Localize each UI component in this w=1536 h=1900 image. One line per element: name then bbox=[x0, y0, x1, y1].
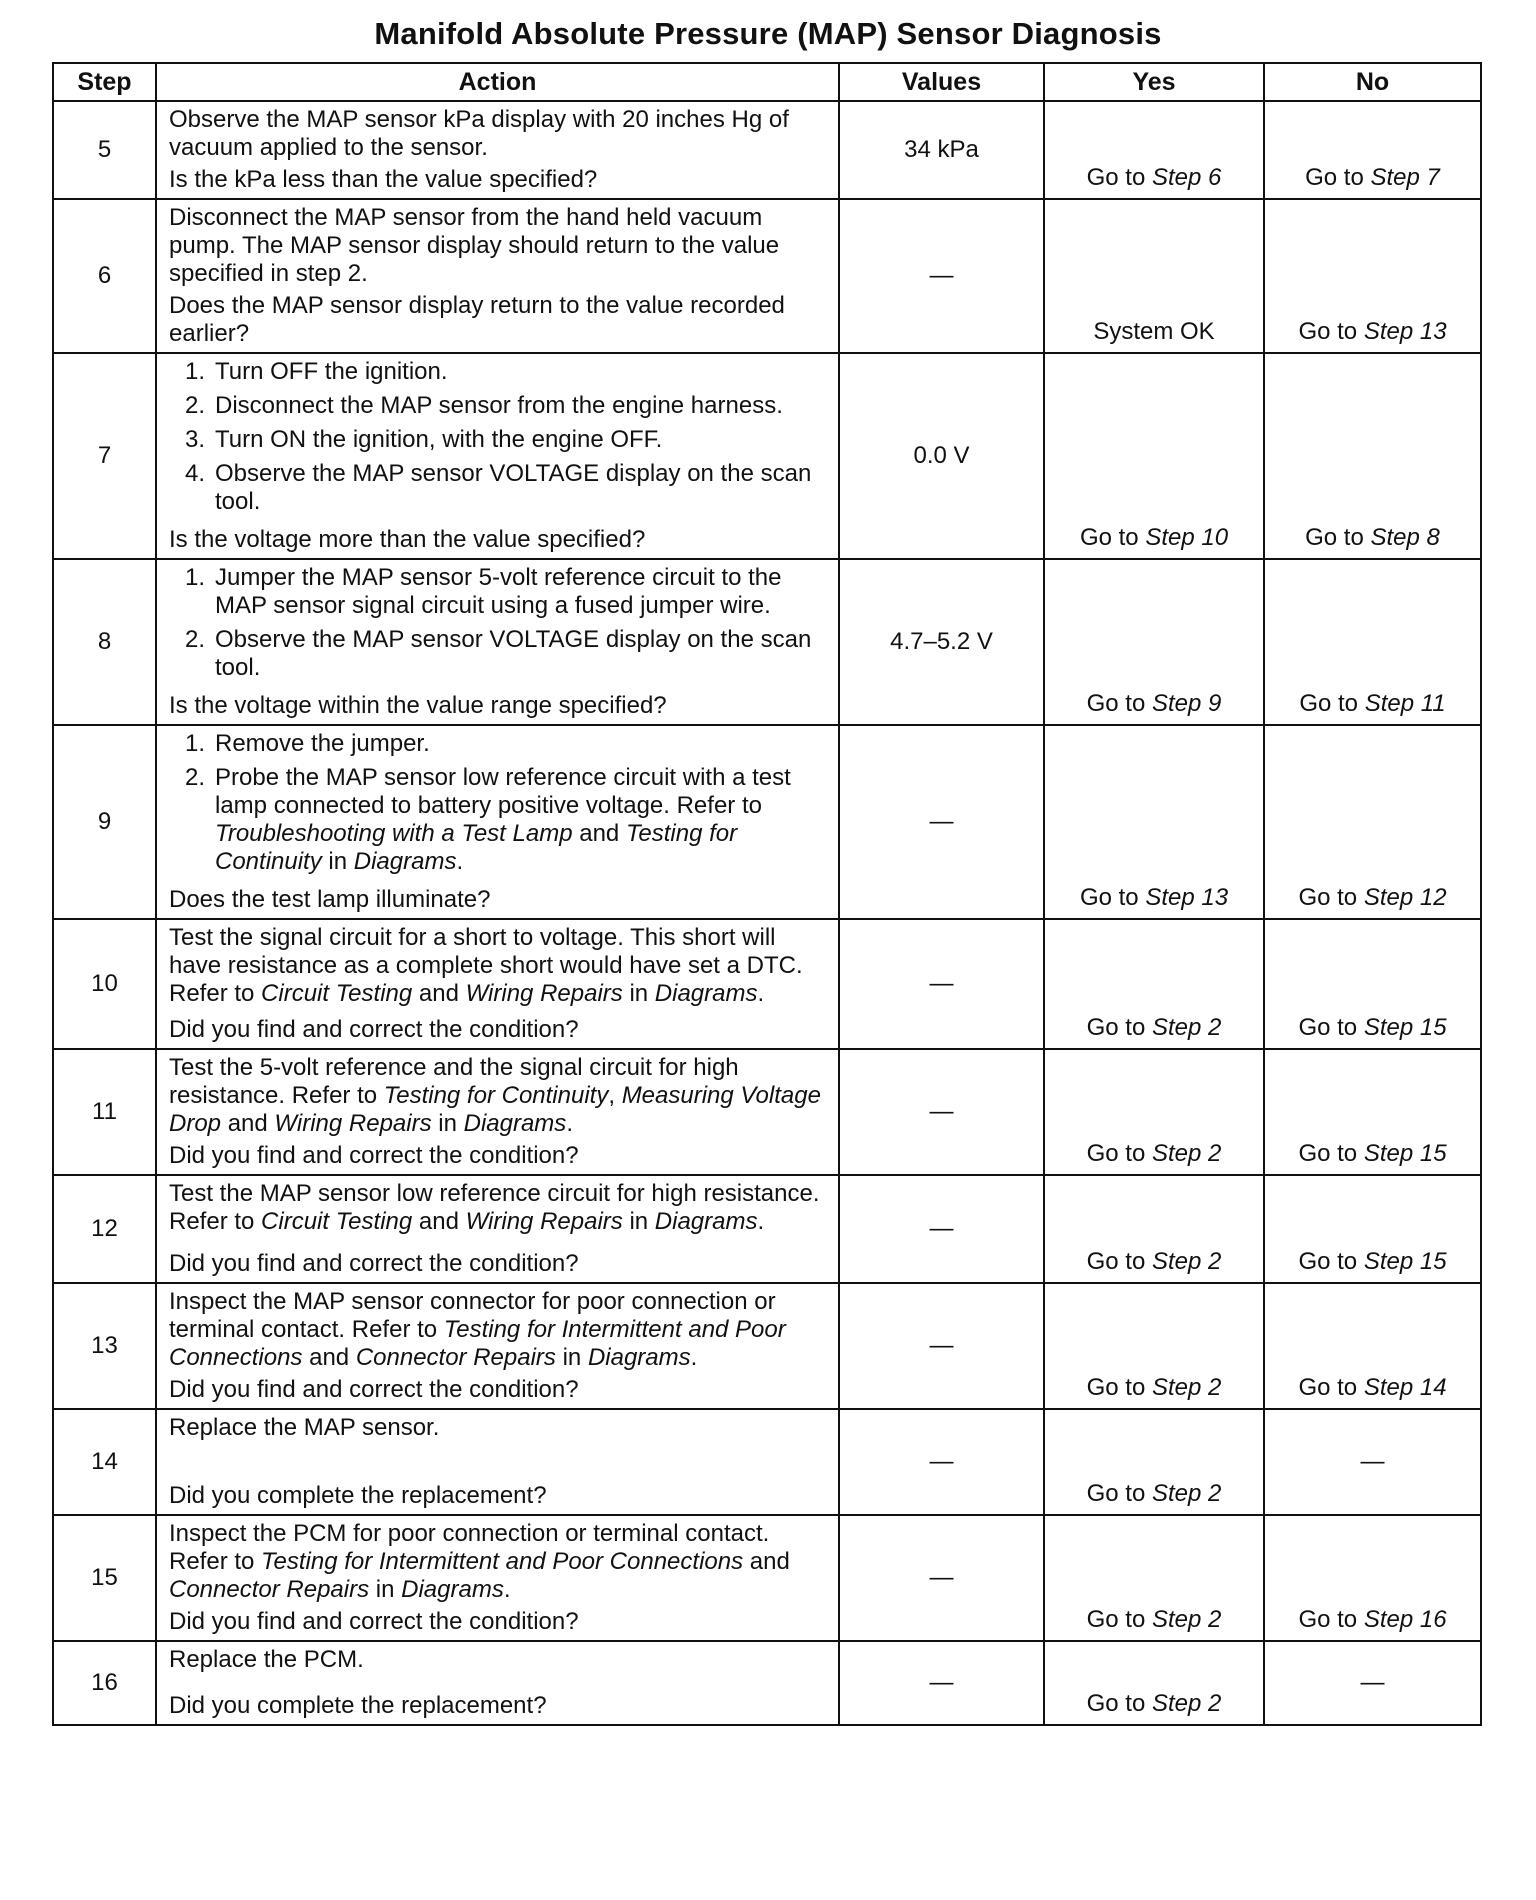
table-row bbox=[53, 919, 1481, 1049]
header-yes: Yes bbox=[1044, 63, 1264, 101]
table-row bbox=[53, 1175, 1481, 1283]
step-number: 16 bbox=[53, 1641, 156, 1725]
yes-outcome: System OK bbox=[1044, 199, 1264, 353]
step-number: 5 bbox=[53, 101, 156, 199]
action-step-text: Remove the jumper. bbox=[215, 730, 430, 757]
action-step-item bbox=[169, 564, 828, 620]
action-content bbox=[169, 1288, 828, 1404]
action-content bbox=[169, 730, 828, 914]
no-outcome bbox=[1264, 559, 1481, 725]
action-cell bbox=[156, 1641, 839, 1725]
action-content bbox=[169, 358, 828, 554]
action-cell bbox=[156, 725, 839, 919]
action-step-number: 1. bbox=[184, 358, 205, 385]
yes-outcome-step-link: Step 2 bbox=[1151, 1606, 1222, 1633]
action-instructions bbox=[169, 1054, 828, 1138]
table-row bbox=[53, 1049, 1481, 1175]
table-row bbox=[53, 559, 1481, 725]
action-description: Disconnect the MAP sensor from the hand held vacuum pump. The MAP sensor display should return to the value specified in step 2. bbox=[169, 204, 780, 287]
action-question: Is the voltage within the value range specified? bbox=[169, 692, 667, 719]
table-row bbox=[53, 725, 1481, 919]
yes-outcome bbox=[1044, 725, 1264, 919]
action-description: Observe the MAP sensor kPa display with 20 inches Hg of vacuum applied to the sensor. bbox=[169, 106, 789, 161]
action-description: Inspect the PCM for poor connection or terminal contact. Refer to Testing for Intermittent and Poor Connections and Connector Repairs in Diagrams. bbox=[169, 1520, 790, 1603]
action-cell bbox=[156, 559, 839, 725]
step-number: 14 bbox=[53, 1409, 156, 1515]
action-content bbox=[169, 1520, 828, 1636]
action-instructions bbox=[169, 1646, 828, 1674]
table-row bbox=[53, 199, 1481, 353]
yes-outcome-step-link: Step 6 bbox=[1151, 164, 1222, 191]
action-question: Did you find and correct the condition? bbox=[169, 1250, 579, 1277]
no-outcome-step-link: Step 11 bbox=[1364, 690, 1446, 717]
table-row bbox=[53, 1641, 1481, 1725]
no-outcome bbox=[1264, 725, 1481, 919]
action-question: Is the voltage more than the value specified? bbox=[169, 526, 646, 553]
no-outcome-step-link: Step 16 bbox=[1363, 1606, 1447, 1633]
no-outcome-step-link: Step 12 bbox=[1363, 884, 1447, 911]
action-instructions bbox=[169, 1288, 828, 1372]
yes-outcome-step-link: Step 2 bbox=[1151, 1140, 1222, 1167]
header-no: No bbox=[1264, 63, 1481, 101]
no-outcome-prefix: Go to bbox=[1299, 690, 1365, 717]
action-content bbox=[169, 1414, 828, 1510]
table-body bbox=[53, 101, 1481, 1725]
yes-outcome-prefix: Go to bbox=[1086, 1014, 1152, 1041]
action-description: Inspect the MAP sensor connector for poor connection or terminal contact. Refer to Testing for Intermittent and Poor Connections and Connector Repairs in Diagrams. bbox=[169, 1288, 786, 1371]
yes-outcome-step-link: Step 2 bbox=[1151, 1690, 1222, 1717]
action-cell bbox=[156, 1515, 839, 1641]
action-cell bbox=[156, 1049, 839, 1175]
action-step-item bbox=[169, 426, 828, 454]
no-outcome-step-link: Step 8 bbox=[1370, 524, 1440, 551]
step-number: 7 bbox=[53, 353, 156, 559]
value-cell: 34 kPa bbox=[839, 101, 1044, 199]
table-row bbox=[53, 353, 1481, 559]
no-outcome-step-link: Step 15 bbox=[1363, 1140, 1447, 1167]
action-step-text: Disconnect the MAP sensor from the engine harness. bbox=[215, 392, 783, 419]
no-outcome: — bbox=[1264, 1409, 1481, 1515]
step-number: 8 bbox=[53, 559, 156, 725]
value-cell: — bbox=[839, 1641, 1044, 1725]
action-step-number: 1. bbox=[184, 564, 205, 591]
table-row bbox=[53, 1515, 1481, 1641]
action-question: Is the kPa less than the value specified? bbox=[169, 166, 598, 193]
yes-outcome bbox=[1044, 1175, 1264, 1283]
value-cell: — bbox=[839, 1409, 1044, 1515]
action-content bbox=[169, 1054, 828, 1170]
action-question: Did you find and correct the condition? bbox=[169, 1608, 579, 1635]
value-cell: 4.7–5.2 V bbox=[839, 559, 1044, 725]
value-cell: — bbox=[839, 1049, 1044, 1175]
yes-outcome-prefix: Go to bbox=[1086, 690, 1152, 717]
yes-outcome bbox=[1044, 1515, 1264, 1641]
yes-outcome bbox=[1044, 353, 1264, 559]
no-outcome bbox=[1264, 1515, 1481, 1641]
table-row bbox=[53, 1283, 1481, 1409]
no-outcome bbox=[1264, 101, 1481, 199]
action-description: Replace the MAP sensor. bbox=[169, 1414, 440, 1441]
action-instructions bbox=[169, 1180, 828, 1236]
diagnosis-table bbox=[52, 62, 1482, 1726]
action-question: Does the test lamp illuminate? bbox=[169, 886, 491, 913]
yes-outcome-step-link: Step 2 bbox=[1151, 1248, 1222, 1275]
no-outcome-prefix: Go to bbox=[1298, 1140, 1364, 1167]
action-content bbox=[169, 1180, 828, 1278]
table-row bbox=[53, 1409, 1481, 1515]
no-outcome-prefix: Go to bbox=[1305, 164, 1371, 191]
value-cell: 0.0 V bbox=[839, 353, 1044, 559]
action-description: Test the signal circuit for a short to voltage. This short will have resistance as a complete short would have set a DTC. Refer to Circuit Testing and Wiring Repairs in Diagrams. bbox=[169, 924, 803, 1007]
yes-outcome-step-link: Step 2 bbox=[1151, 1374, 1222, 1401]
action-step-number: 3. bbox=[184, 426, 205, 453]
yes-outcome-prefix: Go to bbox=[1086, 1606, 1152, 1633]
header-values: Values bbox=[839, 63, 1044, 101]
no-outcome bbox=[1264, 353, 1481, 559]
action-cell bbox=[156, 101, 839, 199]
action-steps-list bbox=[169, 564, 828, 682]
action-cell bbox=[156, 353, 839, 559]
no-outcome-prefix: Go to bbox=[1298, 1014, 1364, 1041]
action-instructions bbox=[169, 1414, 828, 1442]
yes-outcome-prefix: Go to bbox=[1086, 1690, 1152, 1717]
value-cell: — bbox=[839, 919, 1044, 1049]
action-step-number: 2. bbox=[184, 392, 205, 419]
no-outcome bbox=[1264, 919, 1481, 1049]
no-outcome-prefix: Go to bbox=[1305, 524, 1371, 551]
action-step-number: 4. bbox=[184, 460, 205, 487]
step-number: 11 bbox=[53, 1049, 156, 1175]
yes-outcome-prefix: Go to bbox=[1086, 1248, 1152, 1275]
action-step-item bbox=[169, 626, 828, 682]
action-step-text: Jumper the MAP sensor 5-volt reference circuit to the MAP sensor signal circuit using a fused jumper wire. bbox=[215, 564, 782, 619]
no-outcome bbox=[1264, 1049, 1481, 1175]
action-step-item bbox=[169, 392, 828, 420]
no-outcome-step-link: Step 14 bbox=[1363, 1374, 1447, 1401]
action-description: Test the 5-volt reference and the signal circuit for high resistance. Refer to Testing for Continuity, Measuring Voltage Drop and Wiring Repairs in Diagrams. bbox=[169, 1054, 821, 1137]
header-step: Step bbox=[53, 63, 156, 101]
page-title: Manifold Absolute Pressure (MAP) Sensor Diagnosis bbox=[374, 16, 1162, 51]
value-cell: — bbox=[839, 199, 1044, 353]
yes-outcome bbox=[1044, 1641, 1264, 1725]
step-number: 10 bbox=[53, 919, 156, 1049]
action-question: Did you find and correct the condition? bbox=[169, 1142, 579, 1169]
yes-outcome-step-link: Step 2 bbox=[1151, 1480, 1222, 1507]
no-outcome-prefix: Go to bbox=[1298, 1606, 1364, 1633]
action-question: Does the MAP sensor display return to the value recorded earlier? bbox=[169, 292, 785, 347]
action-step-number: 2. bbox=[184, 764, 205, 791]
no-outcome-prefix: Go to bbox=[1298, 318, 1364, 345]
action-cell bbox=[156, 1175, 839, 1283]
yes-outcome-prefix: Go to bbox=[1086, 164, 1152, 191]
yes-outcome-step-link: Step 2 bbox=[1151, 1014, 1222, 1041]
action-step-text: Observe the MAP sensor VOLTAGE display on the scan tool. bbox=[215, 626, 812, 681]
value-cell: — bbox=[839, 1283, 1044, 1409]
action-description: Test the MAP sensor low reference circuit for high resistance. Refer to Circuit Testing and Wiring Repairs in Diagrams. bbox=[169, 1180, 820, 1235]
no-outcome-step-link: Step 15 bbox=[1363, 1014, 1447, 1041]
header-action: Action bbox=[156, 63, 839, 101]
yes-outcome-prefix: Go to bbox=[1086, 1480, 1152, 1507]
yes-outcome-prefix: Go to bbox=[1086, 1374, 1152, 1401]
value-cell: — bbox=[839, 1175, 1044, 1283]
yes-outcome-step-link: Step 9 bbox=[1151, 690, 1222, 717]
yes-outcome-step-link: Step 10 bbox=[1145, 524, 1229, 551]
action-content bbox=[169, 1646, 828, 1720]
action-cell bbox=[156, 1283, 839, 1409]
action-content bbox=[169, 204, 828, 348]
action-content bbox=[169, 924, 828, 1044]
step-number: 12 bbox=[53, 1175, 156, 1283]
step-number: 9 bbox=[53, 725, 156, 919]
no-outcome-step-link: Step 13 bbox=[1363, 318, 1447, 345]
yes-outcome bbox=[1044, 1409, 1264, 1515]
no-outcome-prefix: Go to bbox=[1298, 884, 1364, 911]
yes-outcome-prefix: Go to bbox=[1086, 1140, 1152, 1167]
action-question: Did you find and correct the condition? bbox=[169, 1016, 579, 1043]
action-content bbox=[169, 564, 828, 720]
action-step-number: 2. bbox=[184, 626, 205, 653]
no-outcome: — bbox=[1264, 1641, 1481, 1725]
action-instructions bbox=[169, 1520, 828, 1604]
action-step-text: Observe the MAP sensor VOLTAGE display on the scan tool. bbox=[215, 460, 812, 515]
action-cell bbox=[156, 199, 839, 353]
step-number: 13 bbox=[53, 1283, 156, 1409]
yes-outcome bbox=[1044, 1049, 1264, 1175]
step-number: 15 bbox=[53, 1515, 156, 1641]
action-description: Replace the PCM. bbox=[169, 1646, 364, 1673]
yes-outcome-step-link: Step 13 bbox=[1145, 884, 1229, 911]
action-cell bbox=[156, 919, 839, 1049]
yes-outcome bbox=[1044, 1283, 1264, 1409]
no-outcome-prefix: Go to bbox=[1298, 1248, 1364, 1275]
action-instructions bbox=[169, 358, 828, 522]
action-steps-list bbox=[169, 358, 828, 516]
action-question: Did you find and correct the condition? bbox=[169, 1376, 579, 1403]
yes-outcome bbox=[1044, 559, 1264, 725]
action-question: Did you complete the replacement? bbox=[169, 1482, 547, 1509]
action-question: Did you complete the replacement? bbox=[169, 1692, 547, 1719]
no-outcome bbox=[1264, 199, 1481, 353]
no-outcome-step-link: Step 15 bbox=[1363, 1248, 1447, 1275]
action-steps-list bbox=[169, 730, 828, 876]
action-content bbox=[169, 106, 828, 194]
action-step-number: 1. bbox=[184, 730, 205, 757]
no-outcome bbox=[1264, 1283, 1481, 1409]
table-row bbox=[53, 101, 1481, 199]
action-step-item bbox=[169, 764, 828, 876]
action-instructions bbox=[169, 564, 828, 688]
action-step-item bbox=[169, 460, 828, 516]
action-instructions bbox=[169, 730, 828, 882]
step-number: 6 bbox=[53, 199, 156, 353]
action-step-text: Turn OFF the ignition. bbox=[215, 358, 448, 385]
no-outcome bbox=[1264, 1175, 1481, 1283]
no-outcome-step-link: Step 7 bbox=[1370, 164, 1440, 191]
yes-outcome bbox=[1044, 919, 1264, 1049]
no-outcome-prefix: Go to bbox=[1298, 1374, 1364, 1401]
value-cell: — bbox=[839, 725, 1044, 919]
action-instructions bbox=[169, 204, 828, 288]
action-step-text: Probe the MAP sensor low reference circuit with a test lamp connected to battery positive voltage. Refer to Troubleshooting with a Test Lamp and Testing for Continuity in Diagrams. bbox=[215, 764, 791, 875]
action-instructions bbox=[169, 924, 828, 1008]
action-step-item bbox=[169, 358, 828, 386]
action-step-text: Turn ON the ignition, with the engine OFF. bbox=[215, 426, 663, 453]
yes-outcome bbox=[1044, 101, 1264, 199]
action-cell bbox=[156, 1409, 839, 1515]
header-row bbox=[53, 63, 1481, 101]
action-instructions bbox=[169, 106, 828, 162]
yes-outcome-prefix: Go to bbox=[1079, 884, 1146, 911]
yes-outcome-prefix: Go to bbox=[1079, 524, 1146, 551]
value-cell: — bbox=[839, 1515, 1044, 1641]
action-step-item bbox=[169, 730, 828, 758]
